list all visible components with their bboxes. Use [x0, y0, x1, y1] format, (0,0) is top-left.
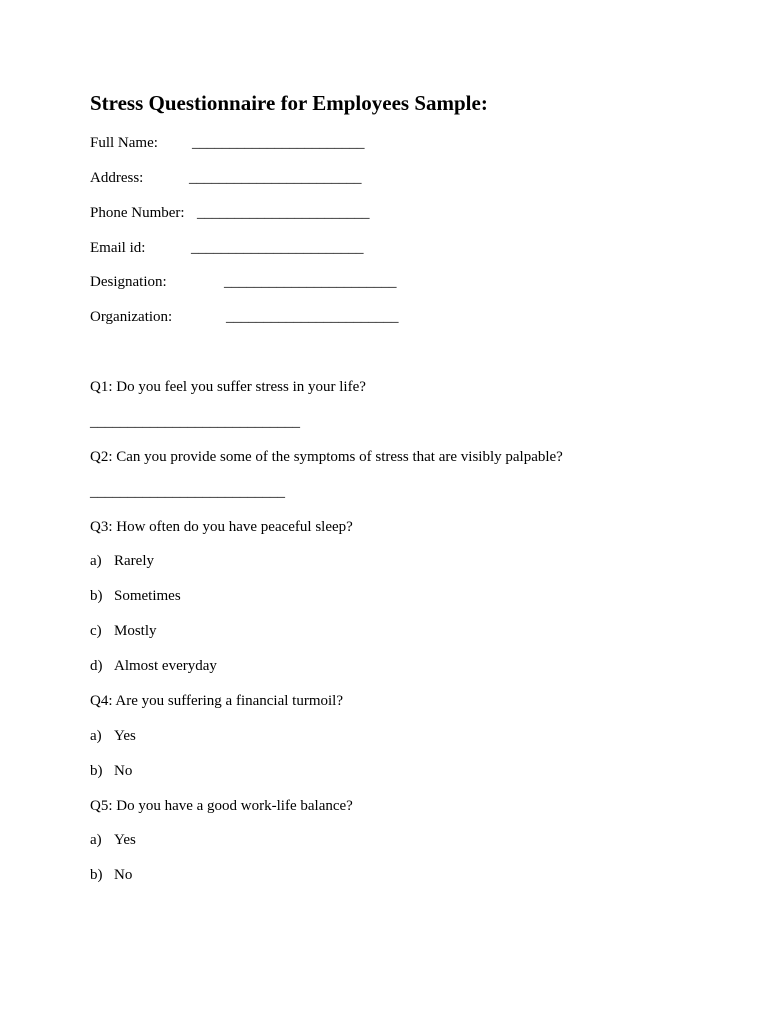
field-blank-phone-number: _______________________ — [197, 205, 370, 221]
field-label-email-id: Email id: — [90, 240, 146, 256]
option-letter: a) — [90, 728, 102, 744]
answer-blank-q1: ____________________________ — [90, 414, 300, 430]
field-blank-address: _______________________ — [189, 170, 362, 186]
field-blank-email-id: _______________________ — [191, 240, 364, 256]
option-letter: b) — [90, 867, 103, 883]
option-text: No — [114, 763, 133, 779]
option-text: Rarely — [114, 553, 154, 569]
question-q2: Q2: Can you provide some of the symptoms of stress that are visibly palpable? — [90, 449, 563, 465]
option-text: Yes — [114, 728, 136, 744]
question-q4: Q4: Are you suffering a financial turmoil? — [90, 693, 343, 709]
option-letter: a) — [90, 832, 102, 848]
field-label-address: Address: — [90, 170, 144, 186]
field-label-full-name: Full Name: — [90, 135, 158, 151]
option-letter: c) — [90, 623, 102, 639]
question-q5: Q5: Do you have a good work-life balance? — [90, 798, 353, 814]
field-label-phone-number: Phone Number: — [90, 205, 185, 221]
field-blank-organization: _______________________ — [226, 309, 399, 325]
option-letter: a) — [90, 553, 102, 569]
option-text: Sometimes — [114, 588, 181, 604]
option-text: Yes — [114, 832, 136, 848]
field-blank-full-name: _______________________ — [192, 135, 365, 151]
answer-blank-q2: __________________________ — [90, 484, 285, 500]
option-letter: b) — [90, 588, 103, 604]
option-text: Almost everyday — [114, 658, 217, 674]
option-text: No — [114, 867, 133, 883]
question-q3: Q3: How often do you have peaceful sleep? — [90, 519, 353, 535]
field-label-designation: Designation: — [90, 274, 167, 290]
option-text: Mostly — [114, 623, 157, 639]
page-title: Stress Questionnaire for Employees Sample: — [90, 91, 488, 115]
field-blank-designation: _______________________ — [224, 274, 397, 290]
option-letter: b) — [90, 763, 103, 779]
option-letter: d) — [90, 658, 103, 674]
field-label-organization: Organization: — [90, 309, 173, 325]
question-q1: Q1: Do you feel you suffer stress in your life? — [90, 379, 366, 395]
